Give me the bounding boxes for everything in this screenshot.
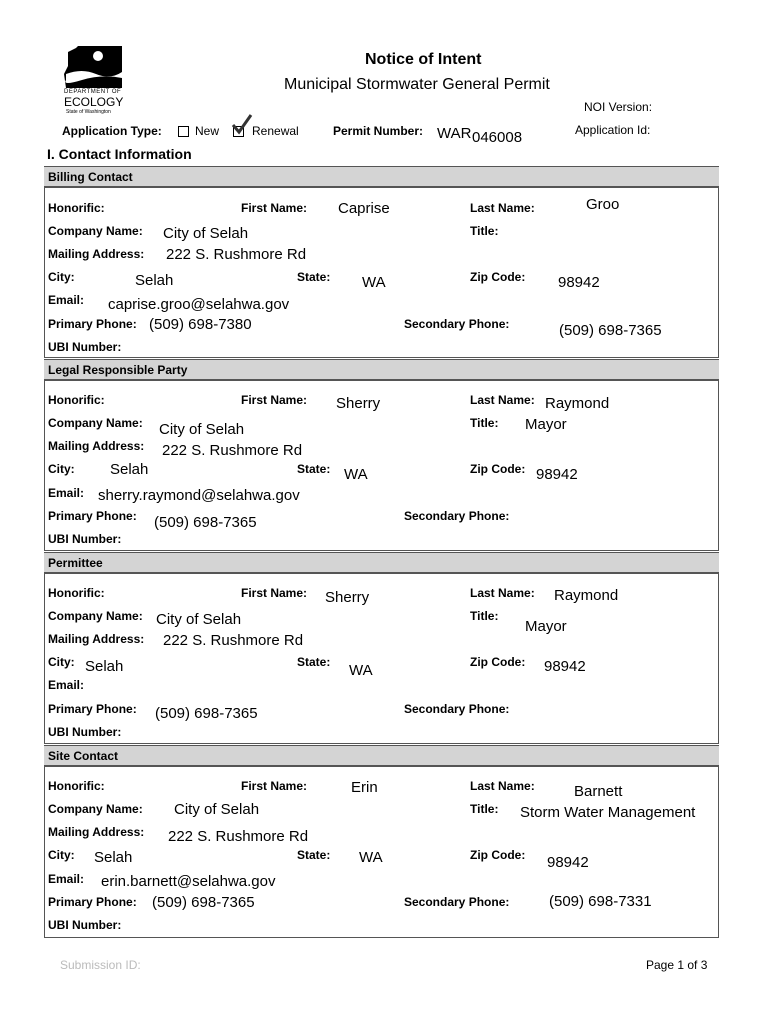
checkmark-icon — [231, 113, 253, 135]
site-secondary-phone: (509) 698-7331 — [549, 893, 652, 910]
legal-email-label: Email: — [48, 486, 85, 500]
legal-primary-phone: (509) 698-7365 — [154, 514, 257, 531]
permittee-secondary-phone-label: Secondary Phone: — [404, 702, 510, 716]
page-subtitle: Municipal Stormwater General Permit — [284, 76, 550, 93]
site-company-label: Company Name: — [48, 802, 143, 816]
legal-party-header: Legal Responsible Party — [44, 359, 719, 380]
legal-last-name-label: Last Name: — [470, 393, 535, 407]
billing-primary-phone-label: Primary Phone: — [48, 317, 137, 331]
site-address: 222 S. Rushmore Rd — [168, 828, 309, 845]
billing-ubi-label: UBI Number: — [48, 340, 122, 354]
billing-address: 222 S. Rushmore Rd — [166, 246, 307, 263]
billing-honorific-label: Honorific: — [48, 201, 105, 215]
permit-prefix: WAR — [437, 125, 472, 142]
site-last-name: Barnett — [574, 783, 623, 800]
billing-last-name: Groo — [586, 196, 620, 213]
site-title-label: Title: — [470, 802, 499, 816]
section-heading: I. Contact Information — [47, 146, 192, 162]
billing-address-label: Mailing Address: — [48, 247, 145, 261]
permittee-state: WA — [349, 662, 373, 679]
permittee-ubi-label: UBI Number: — [48, 725, 122, 739]
legal-secondary-phone-label: Secondary Phone: — [404, 509, 510, 523]
billing-city-label: City: — [48, 270, 75, 284]
permittee-primary-phone: (509) 698-7365 — [155, 705, 258, 722]
legal-title-label: Title: — [470, 416, 499, 430]
billing-email: caprise.groo@selahwa.gov — [108, 296, 290, 313]
permit-number-label: Permit Number: — [333, 124, 424, 138]
permittee-zip-label: Zip Code: — [470, 655, 526, 669]
site-contact-header: Site Contact — [44, 745, 719, 766]
site-city: Selah — [94, 849, 133, 866]
permittee-primary-phone-label: Primary Phone: — [48, 702, 137, 716]
legal-state-label: State: — [297, 462, 331, 476]
site-title: Storm Water Management — [520, 804, 696, 821]
application-id-label: Application Id: — [575, 123, 651, 137]
billing-state: WA — [362, 274, 386, 291]
billing-first-name-label: First Name: — [241, 201, 308, 215]
site-honorific-label: Honorific: — [48, 779, 105, 793]
new-checkbox[interactable] — [178, 126, 189, 137]
billing-primary-phone: (509) 698-7380 — [149, 316, 252, 333]
permittee-address: 222 S. Rushmore Rd — [163, 632, 304, 649]
billing-first-name: Caprise — [338, 200, 390, 217]
permit-number-value: 046008 — [472, 129, 523, 146]
noi-version-label: NOI Version: — [584, 100, 653, 114]
legal-zip-label: Zip Code: — [470, 462, 526, 476]
legal-state: WA — [344, 466, 368, 483]
site-primary-phone: (509) 698-7365 — [152, 894, 255, 911]
legal-first-name-label: First Name: — [241, 393, 308, 407]
site-zip: 98942 — [547, 854, 589, 871]
legal-zip: 98942 — [536, 466, 578, 483]
billing-contact-header: Billing Contact — [44, 166, 719, 187]
permittee-state-label: State: — [297, 655, 331, 669]
permittee-last-name-label: Last Name: — [470, 586, 535, 600]
permittee-honorific-label: Honorific: — [48, 586, 105, 600]
permittee-email-label: Email: — [48, 678, 85, 692]
washington-state-icon — [62, 44, 124, 90]
site-email: erin.barnett@selahwa.gov — [101, 873, 276, 890]
logo-line1: DEPARTMENT OF — [64, 89, 122, 95]
submission-id-label: Submission ID: — [60, 958, 141, 972]
site-first-name: Erin — [351, 779, 378, 796]
legal-city: Selah — [110, 461, 149, 478]
billing-company-label: Company Name: — [48, 224, 143, 238]
permittee-city-label: City: — [48, 655, 75, 669]
billing-state-label: State: — [297, 270, 331, 284]
billing-secondary-phone: (509) 698-7365 — [559, 322, 662, 339]
site-last-name-label: Last Name: — [470, 779, 535, 793]
billing-email-label: Email: — [48, 293, 85, 307]
new-label: New — [195, 124, 220, 138]
permittee-last-name: Raymond — [554, 587, 619, 604]
site-state: WA — [359, 849, 383, 866]
legal-honorific-label: Honorific: — [48, 393, 105, 407]
site-company: City of Selah — [174, 801, 260, 818]
renewal-label: Renewal — [252, 124, 299, 138]
site-state-label: State: — [297, 848, 331, 862]
logo-line3: State of Washington — [66, 109, 111, 115]
site-email-label: Email: — [48, 872, 85, 886]
permittee-first-name-label: First Name: — [241, 586, 308, 600]
legal-address-label: Mailing Address: — [48, 439, 145, 453]
permittee-address-label: Mailing Address: — [48, 632, 145, 646]
billing-last-name-label: Last Name: — [470, 201, 535, 215]
site-address-label: Mailing Address: — [48, 825, 145, 839]
site-zip-label: Zip Code: — [470, 848, 526, 862]
permittee-header: Permittee — [44, 552, 719, 573]
legal-ubi-label: UBI Number: — [48, 532, 122, 546]
legal-address: 222 S. Rushmore Rd — [162, 442, 303, 459]
billing-city: Selah — [135, 272, 174, 289]
billing-zip-label: Zip Code: — [470, 270, 526, 284]
billing-secondary-phone-label: Secondary Phone: — [404, 317, 510, 331]
legal-title: Mayor — [525, 416, 567, 433]
billing-zip: 98942 — [558, 274, 600, 291]
page-number: Page 1 of 3 — [646, 958, 708, 972]
permittee-zip: 98942 — [544, 658, 586, 675]
legal-city-label: City: — [48, 462, 75, 476]
application-type-label: Application Type: — [62, 124, 162, 138]
ecology-logo — [58, 44, 128, 119]
site-city-label: City: — [48, 848, 75, 862]
permittee-company: City of Selah — [156, 611, 242, 628]
page-title: Notice of Intent — [365, 51, 482, 68]
site-ubi-label: UBI Number: — [48, 918, 122, 932]
site-first-name-label: First Name: — [241, 779, 308, 793]
logo-line2: ECOLOGY — [64, 95, 124, 109]
legal-primary-phone-label: Primary Phone: — [48, 509, 137, 523]
permittee-title-label: Title: — [470, 609, 499, 623]
permittee-company-label: Company Name: — [48, 609, 143, 623]
legal-company-label: Company Name: — [48, 416, 143, 430]
legal-first-name: Sherry — [336, 395, 381, 412]
permittee-first-name: Sherry — [325, 589, 370, 606]
legal-last-name: Raymond — [545, 395, 610, 412]
site-primary-phone-label: Primary Phone: — [48, 895, 137, 909]
permittee-title: Mayor — [525, 618, 567, 635]
billing-title-label: Title: — [470, 224, 499, 238]
permittee-city: Selah — [85, 658, 124, 675]
billing-company: City of Selah — [163, 225, 249, 242]
legal-company: City of Selah — [159, 421, 245, 438]
site-secondary-phone-label: Secondary Phone: — [404, 895, 510, 909]
legal-email: sherry.raymond@selahwa.gov — [98, 487, 300, 504]
